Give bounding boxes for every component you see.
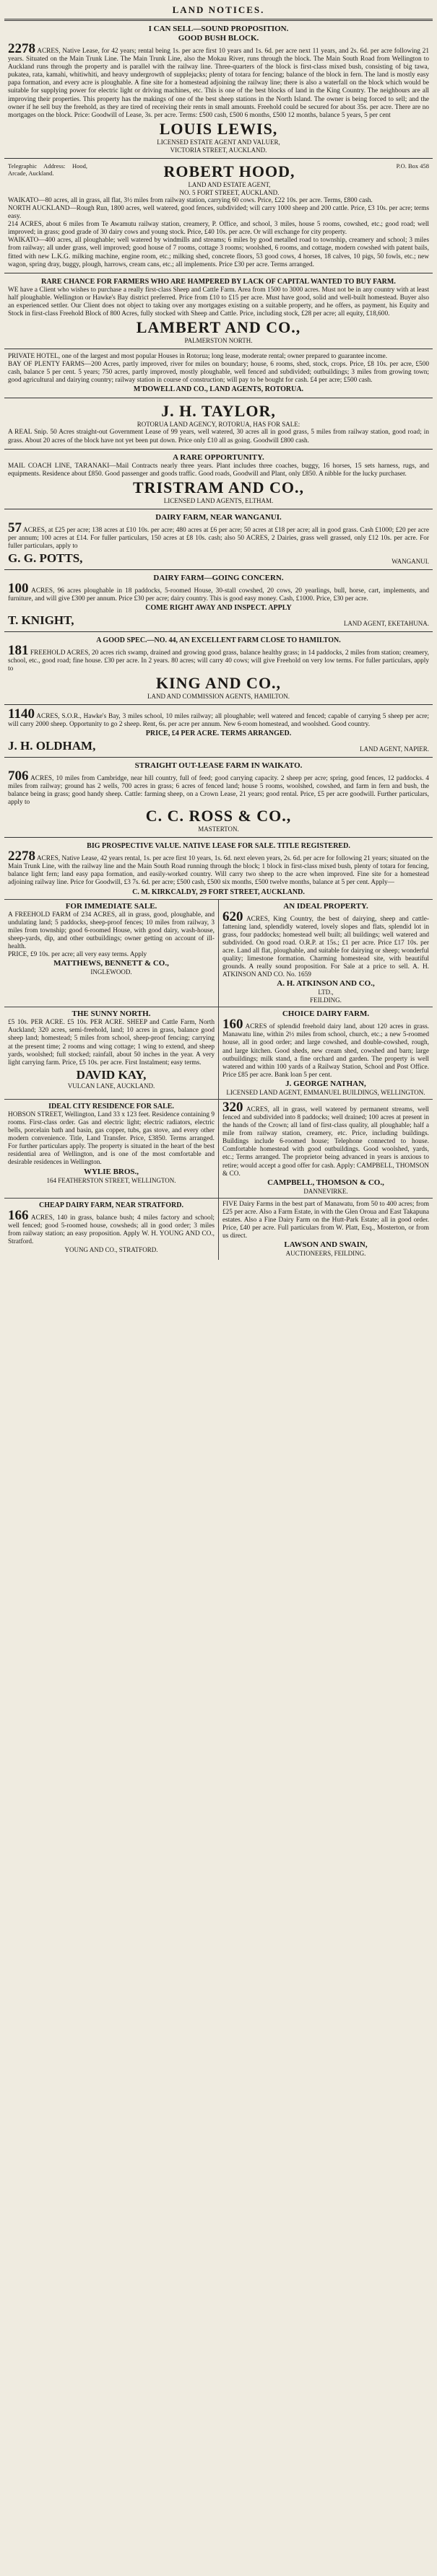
ad-matthews <box>4 900 218 1007</box>
ad-king <box>4 634 433 702</box>
ad-heading: BIG PROSPECTIVE VALUE. NATIVE LEASE FOR SALE. TITLE REGISTERED. <box>87 842 350 851</box>
acreage-number: 160 <box>222 1017 243 1033</box>
listing-north-auckland: NORTH AUCKLAND—Rough Run, 1800 acres, well watered, good fences, subdivided; will carry 1000 sheep and 200 cattle. Price, £3 10s. per acre; terms easy. <box>8 204 429 221</box>
ad-heading: FOR IMMEDIATE SALE. <box>65 901 157 911</box>
section-title: LAND NOTICES. <box>172 4 265 15</box>
ad-body: ACRES of splendid freehold dairy land, about 120 acres in grass. Manawatu line, within 2½ miles from school, church, etc.; a new 5-roomed house, all in good order; and large cowshed, and double-cowshed, rough, and large kitchen. Good sheds, new cream shed, cowshed and barn; large outbuildings; milk stand, a fine orchard and garden. The property is well watered and within 100 yards of a Railway Station, School and Post Office. Price £85 per acre. Bank loan 5 per cent. <box>222 1023 430 1079</box>
ad-body: ACRES, S.O.R., Hawke's Bay, 3 miles school, 10 miles railway; all ploughable; well watered and fenced; capable of carrying 5 sheep per acre; will carry 2000 sheep. Opportunity to go 2 sheep. Rent, 6s. per acre per annum. New 6-room homestead, and woolshed. Good country. <box>8 712 430 728</box>
ad-robert-hood <box>4 160 433 271</box>
agent-name: G. G. POTTS, <box>8 551 83 566</box>
ad-knight <box>4 571 433 630</box>
agent-name: T. KNIGHT, <box>8 613 74 628</box>
ad-body: A REAL Snip. 50 Acres straight-out Government Lease of 99 years, well watered, 30 acres all in good grass, 5 miles from railway station, good road; in grass. About 20 acres of the block have not yet been put down. Price only £10 all as going. Goodwill £800 cash. <box>8 429 429 444</box>
ad-heading: A RARE OPPORTUNITY. <box>173 452 264 462</box>
agent-name: A. H. ATKINSON AND CO., <box>277 979 375 989</box>
ad-heading: AN IDEAL PROPERTY. <box>283 901 368 911</box>
agent-name: CAMPBELL, THOMSON & CO., <box>267 1178 384 1187</box>
ad-campbell <box>218 1100 433 1198</box>
agent-name: LAWSON AND SWAIN, <box>284 1240 368 1250</box>
ad-mdowell <box>4 351 433 396</box>
agent-title: LAND AGENT, EKETAHUNA. <box>343 620 429 628</box>
ad-wylie <box>4 1100 218 1198</box>
agent-name: J. H. TAYLOR, <box>161 402 276 421</box>
agent-name: C. C. ROSS & CO., <box>145 807 292 825</box>
ad-body: ACRES, Native Lease, for 42 years; rental being 1s. per acre first 10 years and 1s. 6d. per acre next 11 years, and 2s. 6d. per acre following 21 years. Situated on the Main Trunk Line. The Main Trunk Line, also the Mokau River, runs through the block. The Main South Road from Wellington to Auckland runs through the property and is parallel with the railway line. Three-quarters of the block is first-class mixed bush, consisting of big tawa, pukatea, rata, kamahi, whitiwhiti, and heavy undergrowth of supplejacks; plenty of totara for fencing; balance of the block in fern. The land is mostly easy papa formation, and every acre is ploughable. A fine site for a homestead adjoining the railway line; there is also a waterfall on the block which would be suitable for supplying power for electric light or driving machines, etc. This is one of the best blocks of land in the King Country. The neighbours are all improving their properties. This property has the makings of one of the best sheep stations in the North Island. The owner is being forced to sell; and the owner if he sell buy the freehold, as they are tired of receiving their rents in small amounts. Freehold could be secured for about 35s. per acre. There are no mortgages on the block. Price: Goodwill of Lease, 3s. per acre. Terms: £500 cash, £500 6 months, £500 12 months, balance 5 years, 5 per cent <box>8 48 430 119</box>
ad-heading: CHEAP DAIRY FARM, NEAR STRATFORD. <box>38 1201 184 1209</box>
agent-name: ROBERT HOOD, <box>163 162 295 180</box>
agent-address: VICTORIA STREET, AUCKLAND. <box>170 146 267 154</box>
ad-heading: IDEAL CITY RESIDENCE FOR SALE. <box>48 1102 174 1110</box>
ad-tristram <box>4 451 433 507</box>
ad-young <box>4 1199 218 1260</box>
row-residence-dannevirke <box>4 1099 433 1198</box>
ad-kirkcaldy <box>4 839 433 898</box>
ad-price: PRICE, £9 10s. per acre; all very easy terms. Apply <box>8 950 147 958</box>
agent-town: AUCTIONEERS, FEILDING. <box>285 1250 366 1258</box>
ad-sound-proposition <box>4 22 433 157</box>
ad-heading: CHOICE DAIRY FARM. <box>282 1009 370 1019</box>
agent-address: NO. 5 FORT STREET, AUCKLAND. <box>179 188 280 196</box>
acreage-number: 620 <box>222 908 243 924</box>
agent-name: LOUIS LEWIS, <box>159 119 278 138</box>
agent-name: J. H. OLDHAM, <box>8 738 96 753</box>
ad-kay <box>4 1007 218 1099</box>
agent-title: LAND AND ESTATE AGENT, <box>188 180 271 188</box>
agent-address: VULCAN LANE, AUCKLAND. <box>67 1082 155 1090</box>
ad-body: £5 10s. PER ACRE. £5 10s. PER ACRE. SHEEP and Cattle Farm, North Auckland; 320 acres, semi-freehold, land; 10 acres in grass, balance good sheep land; homestead; 5 miles from school, sheep-proof fencing; carrying at the present time; 2 rooms and wing cottage; 1 wing to extend, and sheep yards, woolshed; full stocked; rainfall, about 50 inches in the year. A very light carrying farm. Price, £5 10s. per acre. First Instalment; easy terms. <box>8 1019 215 1066</box>
ad-potts <box>4 511 433 568</box>
acreage-number: 100 <box>8 581 29 597</box>
agent-name: KING AND CO., <box>155 673 282 692</box>
acreage-number: 1140 <box>8 706 35 722</box>
ad-price: PRICE, £4 PER ACRE. TERMS ARRANGED. <box>145 729 292 737</box>
acreage-number: 57 <box>8 520 22 535</box>
ad-heading: THE SUNNY NORTH. <box>72 1009 151 1019</box>
listing-214-acres: 214 ACRES, about 6 miles from Te Awamutu railway station, creamery, P. Office, and school, 3 miles, house 5 rooms, cowshed, etc.; good road; well improved; in grass; good grade of 30 dairy cows and young stock. Price, £40 10s. per acre. Or will exchange for city property. <box>8 221 429 237</box>
agent-town: FEILDING. <box>310 996 342 1004</box>
ad-body: ACRES, 96 acres ploughable in 18 paddocks, 5-roomed House, 30-stall cowshed, 20 cows, 20 yearlings, bull, horse, cart, implements, and furniture, and will give £300 per annum. Price £30 per acre; dairy country. This is good easy money. Cash, £1000. Price, £30 per acre. <box>8 587 429 603</box>
agent-name: WYLIE BROS., <box>83 1167 139 1176</box>
agent-name: LAMBERT AND CO., <box>136 318 301 337</box>
agent-town: INGLEWOOD. <box>90 968 132 976</box>
ad-body: ACRES, 140 in grass, balance bush; 4 miles factory and school; well fenced; good 5-roomed house, cowsheds; all in good order; 3 miles from railway station; an easy proposition. Apply W. H. YOUNG AND CO., Stratford. <box>8 1214 215 1246</box>
ad-body: WE have a Client who wishes to purchase a really first-class Sheep and Cattle Farm. Area from 1500 to 3000 acres. Must not be in any country with at least half ploughable. Wellington or Hawke's Bay district preferred. Price from £10 to £15 per acre. Must have good, solid and well-built homestead. Buyer also an experienced settler. Our Client does not object to taking over any mortgages existing on a suitable property, and he offers, as payment, his Equity and Stock in first-class Freehold Block of 800 Acres, fully stocked with Sheep and Cattle. Price, including stock, £28 per acre; all equity, £18,600. <box>8 286 429 317</box>
acreage-number: 2278 <box>8 849 35 864</box>
ad-lawson <box>218 1199 433 1260</box>
ad-atkinson <box>218 900 433 1007</box>
listing-waikato-80: WAIKATO—80 acres, all in grass, all flat, 3½ miles from railway station, carrying 60 cows. Price, £22 10s. per acre. Terms, £800 cash. <box>8 196 373 204</box>
ad-body: ACRES, Native Lease, 42 years rental, 1s. per acre first 10 years, 1s. 6d. next eleven years, 2s. 6d. per acre for following 21 years; situated on the Main Trunk Line, with the railway line and the Main South Road running through the block; 1 block in first-class mixed bush, plenty of totara for fencing, balance light fern; land easy papa formation, and easily-worked country. Will carry two sheep to the acre when improved. Fine site for a homestead adjoining railway line. Price for Goodwill, £3 7s. 6d. per acre; £500 cash, £500 six months, £500 twelve months, balance at 5 per cent. Apply— <box>8 855 430 887</box>
agent-address: 164 FEATHERSTON STREET, WELLINGTON. <box>46 1176 176 1184</box>
agent-name: MATTHEWS, BENNETT & CO., <box>53 959 169 968</box>
ad-body: ACRES, all in grass, well watered by permanent streams, well fenced and subdivided into 8 paddocks; well drained; 100 acres at present in the hands of the Crown; all land of first-class quality, all ploughable; half a mile from railway station, creamery, etc. Price, including buildings. Buildings include 6-roomed house; Telephone connected to house. Comfortable homestead with good outbuildings. Good woolshed, yards, etc.; Terms arranged. The proprietor being advanced in years is anxious to retire; would accept a good offer for cash. Apply: CAMPBELL, THOMSON & CO. <box>222 1105 429 1178</box>
acreage-number: 706 <box>8 768 29 784</box>
agent-title: LICENSED ESTATE AGENT AND VALUER, <box>157 138 280 146</box>
ad-body: A FREEHOLD FARM of 234 ACRES, all in grass, good, ploughable, and undulating land; 5 paddocks, sheep-proof fences; 10 miles from railway, 3 miles from township; good 6-roomed House, with good dairy, wash-house, sheep-yards, dip, and other outbuildings; owner getting on account of ill-health. <box>8 911 215 950</box>
ad-body: ACRES, 10 miles from Cambridge, near hill country, full of feed; good carrying capacity. 2 sheep per acre; spring, good fences, 12 paddocks. 4 miles from railway; ground has 2 wells, 700 acres in grass; 6 acres of fenced land; house 5 rooms, woolshed, cowshed, and farm in fern and bush, the balance being in grass; good handy sheep. Cattle: farming sheep, on a Crown Lease, 21 years; good rental. Price, £5 per acre goodwill. Further particulars, apply to <box>8 774 430 807</box>
row-immediate-ideal <box>4 899 433 1007</box>
ad-body: FREEHOLD ACRES, 20 acres rich swamp, drained and growing good grass, balance healthy grass; in 14 paddocks, 2 miles from station; creamery, school, etc., good road; fine house. £30 per acre. In 2 years. 80 acres; will carry 40 cows; will give Freehold on very low terms. For fuller particulars, apply to <box>8 649 430 673</box>
agent-town: DANNEVIRKE. <box>303 1187 348 1195</box>
agent-title: LAND AGENT, NAPIER. <box>360 745 429 753</box>
acreage-number: 320 <box>222 1099 243 1115</box>
ad-cta: COME RIGHT AWAY AND INSPECT. APPLY <box>145 604 292 613</box>
row-bottom <box>4 1198 433 1260</box>
ad-body: ACRES, at £25 per acre; 138 acres at £10 10s. per acre; 480 acres at £6 per acre; 50 acres at £18 per acre; all in good grass. Cash £1000; £20 per acre per annum; 100 acres at £14. For fuller particulars, 150 acres at £8 10s. cash; also 50 ACRES, 2 Dairies, grass well grassed, only £12 10s. per acre. For fuller particulars, apply to <box>8 526 429 550</box>
ad-oldham <box>4 706 433 755</box>
ad-body: FIVE Dairy Farms in the best part of Manawatu, from 50 to 400 acres; from £25 per acre. Also a Farm Estate, in with the Glen Oroua and East Takapuna estates. Also a Fine Dairy Farm on the Hutt-Park Estate; all in good order. Price, £40 per acre. Full particulars from W. Platt, Esq., Mosterton, or from us direct. <box>222 1200 429 1240</box>
listing-waikato-400: WAIKATO—400 acres, all ploughable; well watered by windmills and streams; 6 miles by good metalled road to township, creamery and school; 3 miles from railway; all under grass, well improved; good house of 7 rooms, cottage 3 rooms; woolshed, 6 rooms, and cottage, modern cowshed with patent bails, fitted with new L.K.G. milking machine, engine room, etc.; milking shed, concrete floors, 53 good cows, 4 horses, 18 calves, 10 pigs, 50 fowls, etc.; new wagon, spring dray, buggy, plough, harrows, cream cans, etc.; all implements. Price £30 per acre. Terms arranged. <box>8 237 429 268</box>
agent-title: LAND AND COMMISSION AGENTS, HAMILTON. <box>147 692 290 700</box>
listing-hotel: PRIVATE HOTEL, one of the largest and most popular Houses in Rotorua; long lease, moderate rental; owner prepared to guarantee income. <box>8 353 388 361</box>
ad-heading: I CAN SELL—SOUND PROPOSITION. <box>148 25 289 33</box>
ad-body: ACRES, King Country, the best of dairying, sheep and cattle-fattening land, splendidly watered, lovely slopes and flats, splendid lot in grass, four paddocks; homestead well built; all buildings; well watered and subdivided. On good road. O.R.P. at 15s.; £1 per acre. Price £17 10s. per acre. Land all flat, ploughable, and suitable for dairying or sheep; wonderful quality; limestone formation. Charming homestead site, with beautiful grounds. A really sound proposition. For Sale at a price to sell. A. H. ATKINSON AND CO. No. 1659 <box>222 915 429 979</box>
agent-title: ROTORUA LAND AGENCY, ROTORUA, HAS FOR SALE: <box>137 421 300 429</box>
ad-heading: DAIRY FARM, NEAR WANGANUI. <box>155 512 282 522</box>
agent-name: DAVID KAY, <box>76 1067 147 1082</box>
ad-body: MAIL COACH LINE, TARANAKI—Mail Contracts nearly three years. Plant includes three coaches, buggy, 16 horses, 15 sets harness, rugs, and equipments. Residence about £850. Good passenger and goods traffic. Good roads, Goodwill and Plant, only £850. A nibble for the lucky purchaser. <box>8 462 429 478</box>
ad-nathan <box>218 1007 433 1099</box>
agent-address: LICENSED LAND AGENT, EMMANUEL BUILDINGS, WELLINGTON. <box>226 1088 425 1096</box>
listing-bay-of-plenty: BAY OF PLENTY FARMS—200 Acres, partly improved, river for miles on boundary; house, 6 rooms, shed, stock, crops. Price, £8 10s. per acre, £500 cash, balance 5 per cent. 5 years; 750 acres, partly improved, mostly ploughable, well fenced and subdivided; outbuildings; 3 miles from growing town; good agricultural and dairying country; railway station in course of construction; will pay to be bought for cash. £4 per acre; £500 cash. <box>8 361 429 385</box>
ad-heading: A GOOD SPEC.—NO. 44, AN EXCELLENT FARM CLOSE TO HAMILTON. <box>96 636 341 645</box>
agent-name: M'DOWELL AND CO., LAND AGENTS, ROTORUA. <box>133 385 304 394</box>
acreage-number: 166 <box>8 1207 29 1223</box>
agent-name: C. M. KIRKCALDY, 29 FORT STREET, AUCKLAND. <box>132 888 305 896</box>
masthead-rule <box>4 19 433 21</box>
ad-heading: DAIRY FARM—GOING CONCERN. <box>153 574 284 583</box>
po-box: P.O. Box 458 <box>396 162 429 170</box>
agent-name: J. GEORGE NATHAN, <box>285 1079 366 1088</box>
agent-title: LICENSED LAND AGENTS, ELTHAM. <box>163 496 274 504</box>
ad-subheading: GOOD BUSH BLOCK. <box>178 34 259 43</box>
agent-name: TRISTRAM AND CO., <box>132 478 305 496</box>
ad-ross <box>4 759 433 836</box>
agent-town: MASTERTON. <box>198 825 239 833</box>
telegraphic-address: Telegraphic Address: Hood, Arcade, Auckland. <box>8 162 87 177</box>
agent-title: LTD., <box>318 989 334 996</box>
agent-town: WANGANUI. <box>391 558 429 566</box>
ad-lambert <box>4 275 433 347</box>
ad-body: HOBSON STREET, Wellington, Land 33 x 123 feet. Residence containing 9 rooms. First-class order. Gas and electric light; electric radiators, electric bells, porcelain bath and basin, gas copper, tubs, gas stove, and every other modern convenience. Title, Land Transfer. Price, £3850. Terms arranged. For further particulars apply. The property is situated in the heart of the best residential area of Wellington, and is one of the most comfortable and desirable residences in Wellington. <box>8 1110 215 1167</box>
masthead <box>0 0 437 17</box>
agent-name: YOUNG AND CO., STRATFORD. <box>64 1246 158 1254</box>
ad-taylor <box>4 400 433 447</box>
ad-heading: RARE CHANCE FOR FARMERS WHO ARE HAMPERED BY LACK OF CAPITAL WANTED TO BUY FARM. <box>41 277 396 286</box>
acreage-number: 2278 <box>8 41 35 56</box>
acreage-number: 181 <box>8 643 29 659</box>
ad-heading: STRAIGHT OUT-LEASE FARM IN WAIKATO. <box>134 761 303 770</box>
agent-town: PALMERSTON NORTH. <box>184 337 253 345</box>
row-north-dairy <box>4 1007 433 1099</box>
